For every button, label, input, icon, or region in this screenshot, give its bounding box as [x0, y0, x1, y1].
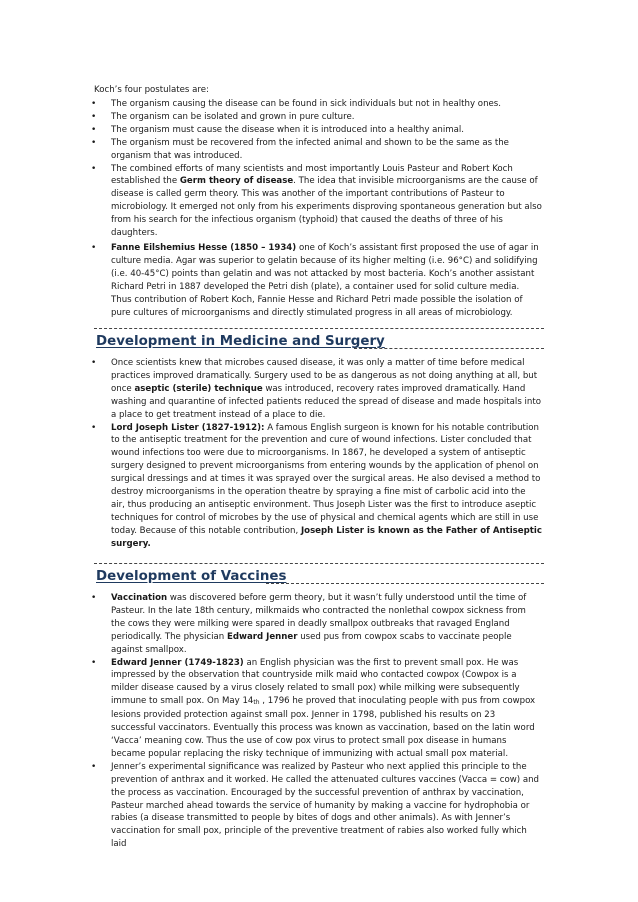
germ-theory-term: Germ theory of disease [179, 176, 294, 187]
hesse-name: Fanne Eilshemius Hesse (1850 – 1934) [111, 242, 297, 253]
pasteur-paragraph: Jenner’s experimental significance was realized by Pasteur who next applied this principle to the prevention of anthrax and it worked. He called the attenuated cultures vaccines (Vacca = cow) and the process as vaccination. Encouraged by the successful prevention of anthrax by vaccination, Pasteur marched ahead towards the service of humanity by making a vaccine for hydrophobia or rabies (a disease transmitted to people by bites of dogs and other animals). As with Jenner’s vaccination for small pox, principle of the preventive treatment of rabies also worked fully which laid [111, 761, 540, 850]
aseptic-term: aseptic (sterile) technique [134, 383, 263, 394]
koch-postulates-list [0, 98, 542, 319]
postulate-2: The organism can be isolated and grown in pure culture. [111, 111, 355, 122]
heading-trail-line [354, 348, 544, 349]
medicine-surgery-list [0, 357, 542, 551]
list-item [0, 124, 542, 137]
vaccination-term: Vaccination [111, 593, 168, 603]
bullet-icon: • [91, 111, 97, 122]
list-item [0, 137, 542, 163]
lister-title: Joseph Lister is known as the Father of Antiseptic surgery. [111, 525, 542, 549]
bullet-icon: • [91, 422, 97, 433]
section-divider [94, 328, 544, 329]
bullet-icon: • [91, 761, 97, 772]
bullet-icon: • [91, 593, 97, 603]
list-item: • Edward Jenner (1749-1823) an English physician was the first to prevent small pox. He was impressed by the observation that countryside milk maid who contacted cowpox (Cowpox is a milder disease caused by a virus closely related to small pox) while milking were subsequently immune to small pox. On May $14_{th}$ , 1796 he proved that inoculating people with pus from cowpox lesions provided protection against small pox. Jenner in 1798, published his results on 23 successful vaccinators. Eventually this process was known as vaccination, based on the latin word ‘Vacca’ meaning cow. Thus the use of cow pox virus to protect small pox disease in humans became popular replacing the risky technique of immunizing with actual small pox material. [91, 657, 536, 759]
ordinal-suffix: th [253, 699, 260, 707]
heading-trail-line [266, 583, 544, 584]
bullet-icon: • [91, 124, 97, 135]
bullet-icon: • [91, 657, 97, 668]
list-item: • The combined efforts of many scientists and most importantly Louis Pasteur and Robert Koch established the Germ theory of disease. The idea that invisible microorganisms are the cause of disease is called germ theory. This was another of the important contributions of Pasteur to microbiology. It emerged not only from his experiments disproving spontaneous generation but also from his search for the infectious organism (typhoid) that caused the deaths of three of his daughters. [91, 163, 542, 239]
list-item: • Vaccination was discovered before germ theory, but it wasn’t fully understood until the time of Pasteur. In the late 18th century, milkmaids who contracted the nonlethal cowpox sickness from the cows they were milking were spared in deadly smallpox outbreaks that ravaged England periodically. The physician Edward Jenner used pus from cowpox scabs to vaccinate people against smallpox. [91, 593, 527, 655]
section-heading-vaccines: Development of Vaccines [96, 569, 287, 584]
bullet-icon: • [91, 137, 97, 148]
list-item: • Fanne Eilshemius Hesse (1850 – 1934) one of Koch’s assistant first proposed the use of agar in culture media. Agar was superior to gelatin because of its higher melting (i.e. 96°C) and solidifying (i.e. 40-45°C) points than gelatin and was not attacked by most bacteria. Koch’s another assistant Richard Petri in 1887 developed the Petri dish (plate), a container used for solid culture media. Thus contribution of Robert Koch, Fannie Hesse and Richard Petri made possible the isolation of pure cultures of microorganisms and directly stimulated progress in all areas of microbiology. [91, 242, 539, 318]
bullet-icon: • [91, 358, 97, 368]
section-heading-medicine-surgery: Development in Medicine and Surgery [96, 334, 385, 349]
bullet-icon: • [91, 163, 97, 174]
postulate-3: The organism must cause the disease when it is introduced into a healthy animal. [111, 124, 465, 135]
list-item: • Once scientists knew that microbes caused disease, it was only a matter of time before medical practices improved dramatically. Surgery used to be as dangerous as not doing anything at all, but once aseptic (sterile) technique was introduced, recovery rates improved dramatically. Hand washing and quarantine of infected patients reduced the spread of disease and made hospitals into a place to get treatment instead of a place to die. [91, 358, 541, 420]
lister-name: Lord Joseph Lister (1827-1912): [111, 422, 265, 433]
jenner-full-name: Edward Jenner (1749-1823) [111, 657, 244, 668]
list-item: • Lord Joseph Lister (1827-1912): A famous English surgeon is known for his notable contribution to the antiseptic treatment for the prevention and cure of wound infections. Lister concluded that wound infections too were due to microorganisms. In 1867, he developed a system of antiseptic surgery designed to prevent microorganisms from entering wounds by the application of phenol on surgical dressings and at times it was sprayed over the surgical areas. He also devised a method to destroy microorganisms in the operation theatre by spraying a fine mist of carbolic acid into the air, thus producing an antiseptic environment. Thus Joseph Lister was the first to introduce aseptic techniques for control of microbes by the use of physical and chemical agents which are still in use today. Because of this notable contribution, Joseph Lister is known as the Father of Antiseptic surgery. [91, 422, 542, 549]
list-item [0, 111, 542, 124]
jenner-name: Edward Jenner [226, 631, 298, 642]
postulate-4: The organism must be recovered from the infected animal and shown to be the same as the organism that was introduced. [111, 137, 509, 161]
bullet-icon: • [91, 242, 97, 253]
postulate-1: The organism causing the disease can be found in sick individuals but not in healthy ones. [111, 99, 502, 109]
section-divider [94, 563, 544, 564]
koch-postulates-intro: Koch’s four postulates are: [94, 85, 209, 95]
list-item [0, 761, 542, 851]
vaccines-list [0, 592, 542, 851]
list-item [0, 98, 542, 111]
bullet-icon: • [91, 99, 97, 109]
